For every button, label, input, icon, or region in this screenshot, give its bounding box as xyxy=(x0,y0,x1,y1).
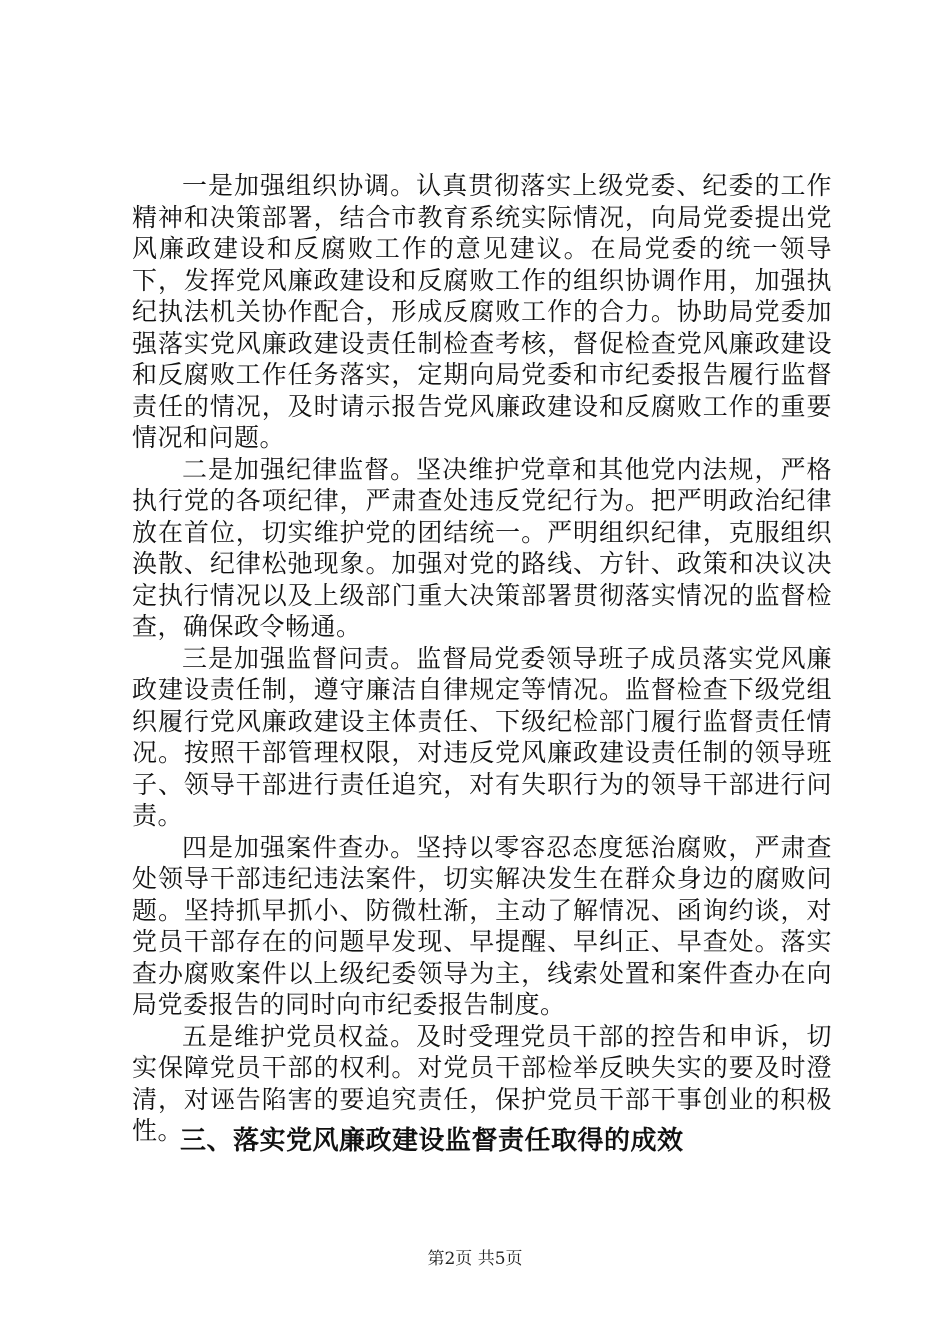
paragraph-organization-coordination: 一是加强组织协调。认真贯彻落实上级党委、纪委的工作精神和决策部署，结合市教育系统实际情况，向局党委提出党风廉政建设和反腐败工作的意见建议。在局党委的统一领导下，发挥党风廉政建设和反腐败工作的组织协调作用，加强执纪执法机关协作配合，形成反腐败工作的合力。协助局党委加强落实党风廉政建设责任制检查考核，督促检查党风廉政建设和反腐败工作任务落实，定期向局党委和市纪委报告履行监督责任的情况，及时请示报告党风廉政建设和反腐败工作的重要情况和问题。 xyxy=(132,171,832,452)
paragraph-discipline-supervision: 二是加强纪律监督。坚决维护党章和其他党内法规，严格执行党的各项纪律，严肃查处违反党纪行为。把严明政治纪律放在首位，切实维护党的团结统一。严明组织纪律，克服组织涣散、纪律松弛现象。加强对党的路线、方针、政策和决议决定执行情况以及上级部门重大决策部署贯彻落实情况的监督检查，确保政令畅通。 xyxy=(132,454,832,641)
paragraph-member-rights: 五是维护党员权益。及时受理党员干部的控告和申诉，切实保障党员干部的权利。对党员干部检举反映失实的要及时澄清，对诬告陷害的要追究责任，保护党员干部干事创业的积极性。 xyxy=(132,1021,832,1145)
paragraph-case-investigation: 四是加强案件查办。坚持以零容忍态度惩治腐败，严肃查处领导干部违纪违法案件，切实解决发生在群众身边的腐败问题。坚持抓早抓小、防微杜渐，主动了解情况、函询约谈，对党员干部存在的问题早发现、早提醒、早纠正、早查处。落实查办腐败案件以上级纪委领导为主，线索处置和案件查办在向局党委报告的同时向市纪委报告制度。 xyxy=(132,832,832,1019)
document-body xyxy=(132,170,832,1147)
section-heading: 三、落实党风廉政建设监督责任取得的成效 xyxy=(180,1126,684,1156)
paragraph-supervision-accountability: 三是加强监督问责。监督局党委领导班子成员落实党风廉政建设责任制，遵守廉洁自律规定等情况。监督检查下级党组织履行党风廉政建设主体责任、下级纪检部门履行监督责任情况。按照干部管理权限，对违反党风廉政建设责任制的领导班子、领导干部进行责任追究，对有失职行为的领导干部进行问责。 xyxy=(132,643,832,830)
page-footer: 第2页 共5页 xyxy=(427,1249,523,1269)
